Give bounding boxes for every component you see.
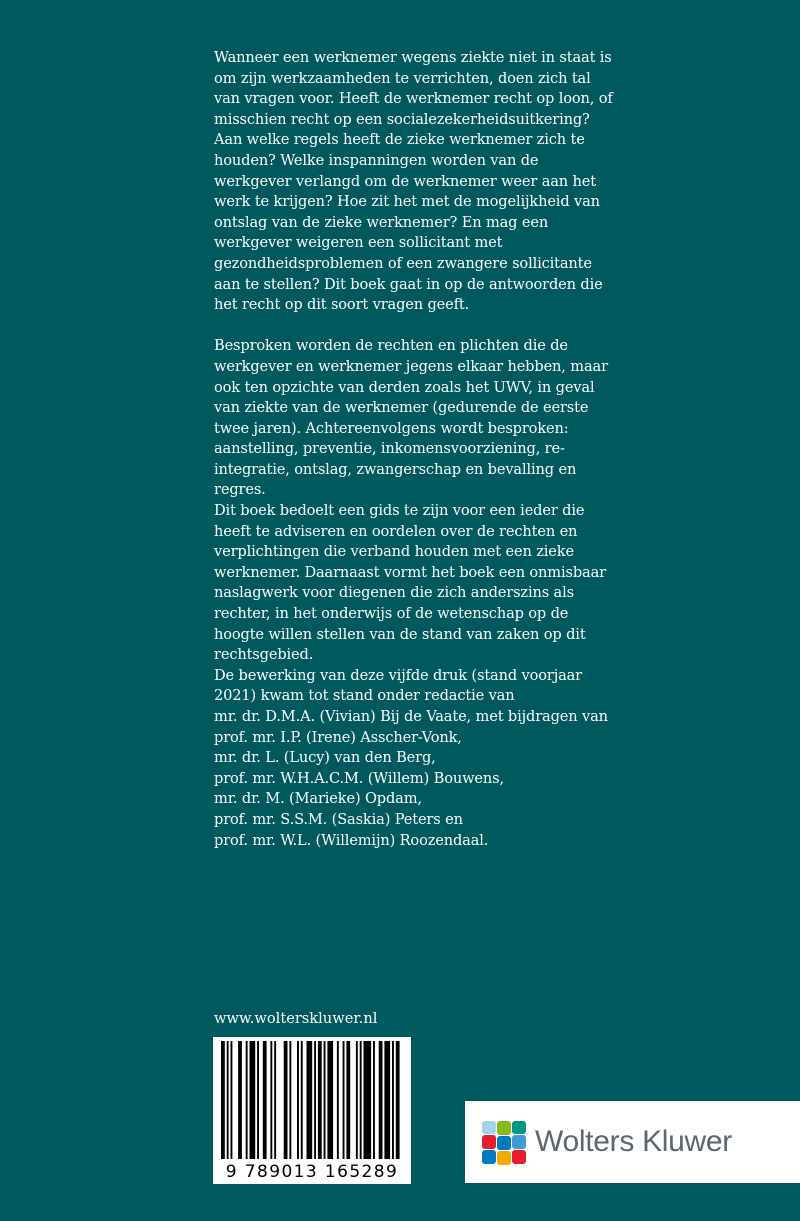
blurb-paragraph-3: Dit boek bedoelt een gids te zijn voor een ieder die heeft te adviseren en oordelen over de rechten en verplichtingen die verband houden met een zieke werknemer. Daarnaast vormt het boek een onmisbaar naslagwerk voor diegenen die zich anderszins als rechter, in het onderwijs of de wetenschap op de hoogte willen stellen van de stand van zaken op dit rechtsgebied. <box>214 502 606 664</box>
contributor-line: prof. mr. W.H.A.C.M. (Willem) Bouwens, <box>214 769 504 787</box>
contributor-line: prof. mr. W.L. (Willemijn) Roozendaal. <box>214 831 489 849</box>
barcode-bar <box>356 1041 358 1159</box>
blurb-paragraph-1: Wanneer een werknemer wegens ziekte niet in staat is om zijn werkzaamheden te verrichten, doen zich tal van vragen voor. Heeft de werknemer recht op loon, of misschien recht op een socialezekerheidsuitkering? Aan welke regels heeft de zieke werknemer zich te houden? Welke inspanningen worden van de werkgever verlangd om de werknemer weer aan het werk te krijgen? Hoe zit het met de mogelijkheid van ontslag van de zieke werknemer? En mag een werkgever weigeren een sollicitant met gezondheidsproblemen of een zwangere sollicitante aan te stellen? Dit boek gaat in op de antwoorden die het recht op dit soort vragen geeft. <box>214 49 613 314</box>
barcode-bar <box>396 1041 400 1159</box>
contributor-line: prof. mr. I.P. (Irene) Asscher-Vonk, <box>214 728 462 746</box>
barcode-bar <box>392 1041 394 1159</box>
barcode-bar <box>379 1041 383 1159</box>
publisher-name: Wolters Kluwer <box>535 1125 732 1158</box>
barcode-bar <box>314 1041 316 1159</box>
barcode-bar <box>384 1041 390 1159</box>
barcode-bar <box>274 1041 276 1159</box>
blurb-paragraph-4: De bewerking van deze vijfde druk (stand voorjaar 2021) kwam tot stand onder redactie van <box>214 666 583 705</box>
publisher-logo <box>465 1101 800 1183</box>
barcode-digits: 9 789013 165289 <box>225 1162 399 1182</box>
barcode-bar <box>289 1041 291 1159</box>
barcode-bar <box>318 1041 322 1159</box>
barcode-bar <box>231 1041 233 1159</box>
barcode-bar <box>327 1041 333 1159</box>
barcode-bar <box>270 1041 272 1159</box>
barcode-bar <box>263 1041 267 1159</box>
blurb-paragraph-2: Besproken worden de rechten en plichten die de werkgever en werknemer jegens elkaar hebben, maar ook ten opzichte van derden zoals het UWV, in geval van ziekte van de werknemer (gedurende de eerste twee jaren). Achtereenvolgens wordt besproken: aanstelling, preventie, inkomensvoorziening, re-integratie, ontslag, zwangerschap en bevalling en regres. <box>214 337 608 499</box>
barcode-bar <box>297 1041 299 1159</box>
barcode-bar <box>360 1041 362 1159</box>
barcode-bar <box>301 1041 303 1159</box>
barcode-bar <box>284 1041 288 1159</box>
contributor-list <box>214 707 614 851</box>
contributor-line: mr. dr. M. (Marieke) Opdam, <box>214 790 422 808</box>
barcode-bars <box>217 1041 407 1159</box>
barcode-bar <box>324 1041 326 1159</box>
barcode-bar <box>373 1041 375 1159</box>
blurb-text <box>214 48 614 851</box>
barcode-bar <box>246 1041 248 1159</box>
barcode-bar <box>250 1041 256 1159</box>
barcode-bar <box>227 1041 229 1159</box>
barcode-bar <box>343 1041 345 1159</box>
barcode-bar <box>221 1041 225 1159</box>
barcode-bar <box>337 1041 339 1159</box>
barcode-bar <box>257 1041 259 1159</box>
contributor-line: mr. dr. L. (Lucy) van den Berg, <box>214 749 436 767</box>
barcode-bar <box>238 1041 242 1159</box>
website-url: www.wolterskluwer.nl <box>214 1010 378 1027</box>
barcode-bar <box>364 1041 372 1159</box>
isbn-barcode <box>213 1037 411 1184</box>
barcode-bar <box>307 1041 313 1159</box>
contributor-line: prof. mr. S.S.M. (Saskia) Peters en <box>214 810 463 828</box>
contributor-line: mr. dr. D.M.A. (Vivian) Bij de Vaate, met bijdragen van <box>214 708 608 725</box>
barcode-bar <box>346 1041 350 1159</box>
wolters-kluwer-logo-icon <box>482 1121 526 1165</box>
